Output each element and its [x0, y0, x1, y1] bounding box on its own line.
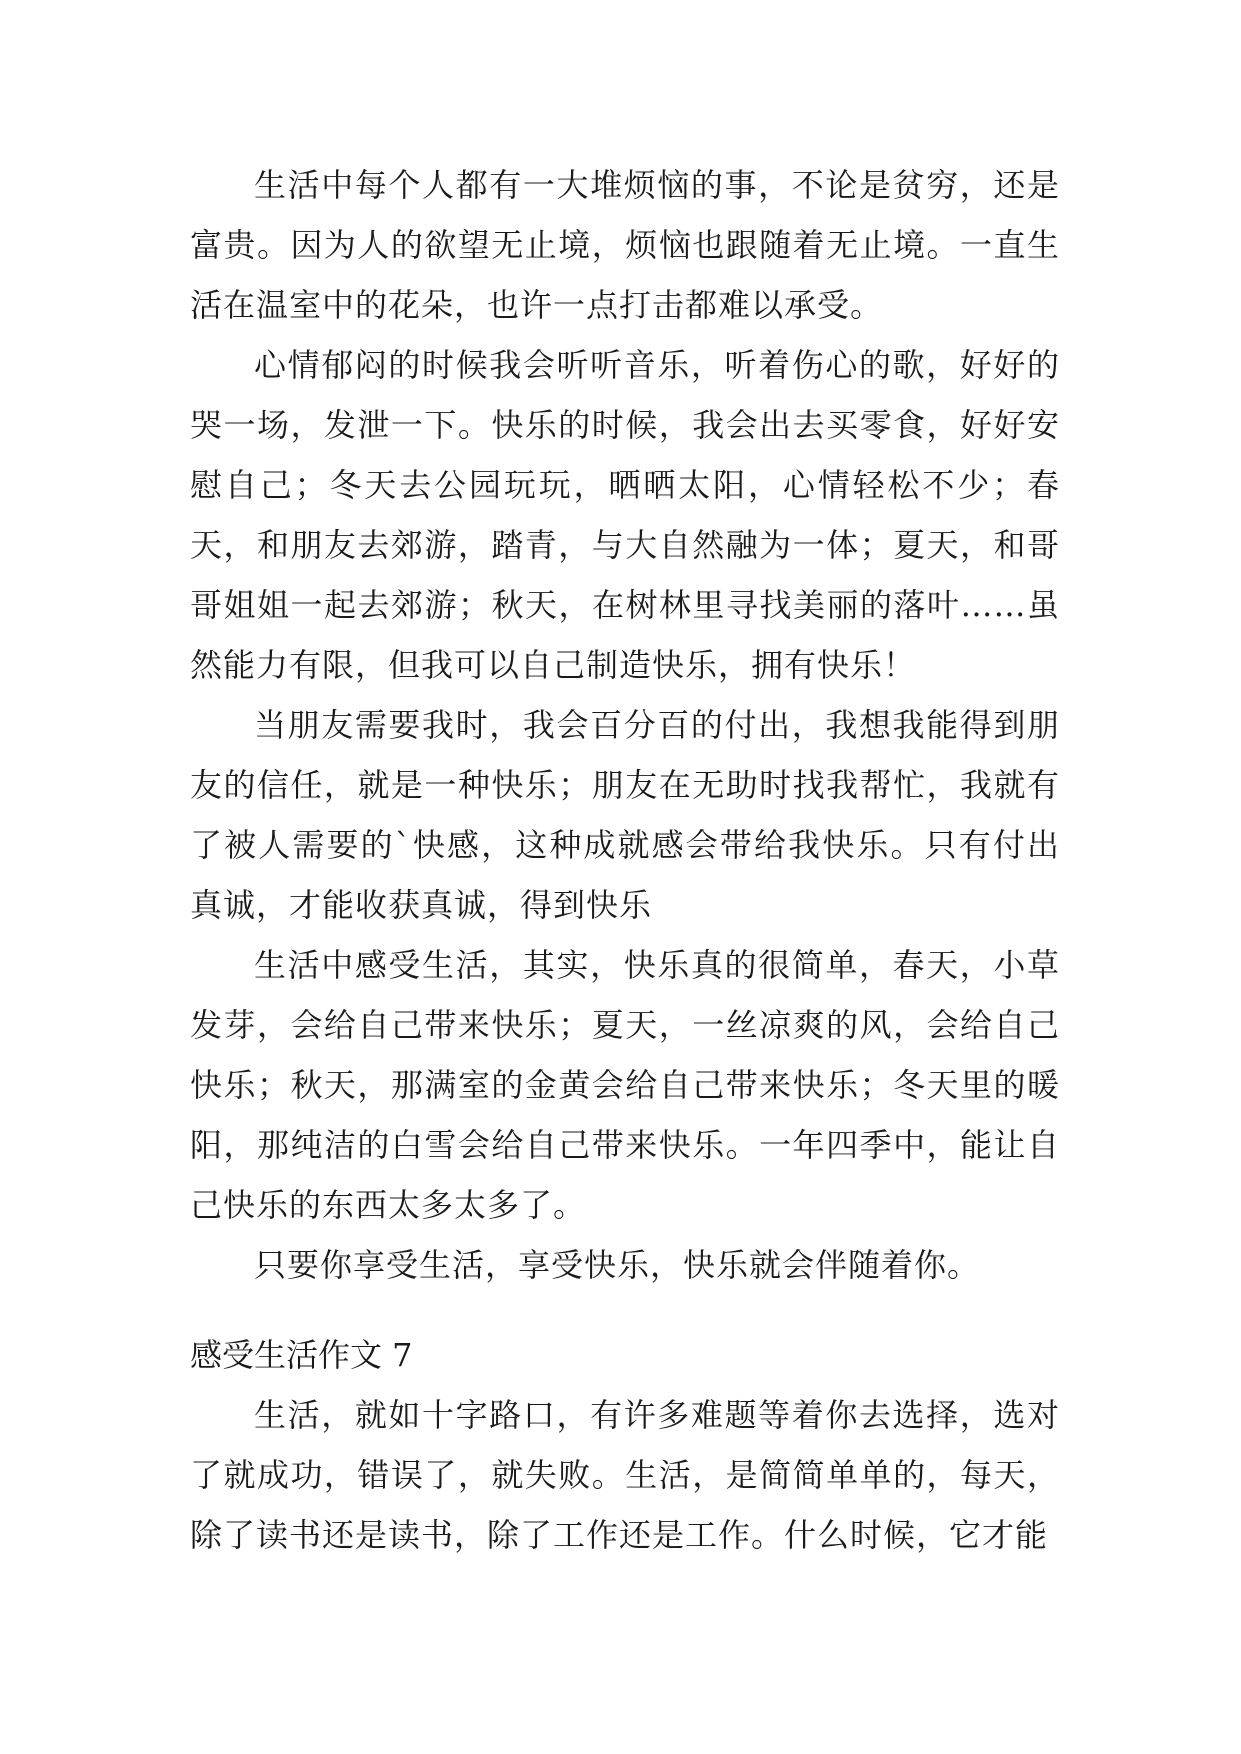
- paragraph-4: 生活中感受生活，其实，快乐真的很简单，春天，小草发芽，会给自己带来快乐；夏天，一丝凉爽的风，会给自己快乐；秋天，那满室的金黄会给自己带来快乐；冬天里的暖阳，那纯洁的白雪会给自己带来快乐。一年四季中，能让自己快乐的东西太多太多了。: [190, 946, 1060, 1224]
- paragraph-1: 生活中每个人都有一大堆烦恼的事，不论是贫穷，还是富贵。因为人的欲望无止境，烦恼也跟随着无止境。一直生活在温室中的花朵，也许一点打击都难以承受。: [190, 166, 1060, 324]
- section-heading: 感受生活作文 7: [190, 1336, 413, 1374]
- paragraph-2: 心情郁闷的时候我会听听音乐，听着伤心的歌，好好的哭一场，发泄一下。快乐的时候，我会出去买零食，好好安慰自己；冬天去公园玩玩，晒晒太阳，心情轻松不少；春天，和朋友去郊游，踏青，与大自然融为一体；夏天，和哥哥姐姐一起去郊游；秋天，在树林里寻找美丽的落叶……虽然能力有限，但我可以自己制造快乐，拥有快乐！: [190, 346, 1060, 684]
- paragraph-5: 只要你享受生活，享受快乐，快乐就会伴随着你。: [254, 1246, 981, 1284]
- paragraph-3: 当朋友需要我时，我会百分百的付出，我想我能得到朋友的信任，就是一种快乐；朋友在无助时找我帮忙，我就有了被人需要的`快感，这种成就感会带给我快乐。只有付出真诚，才能收获真诚，得到快乐: [190, 706, 1060, 924]
- section-paragraph: 生活，就如十字路口，有许多难题等着你去选择，选对了就成功，错误了，就失败。生活，是简简单单的，每天，除了读书还是读书，除了工作还是工作。什么时候，它才能: [190, 1396, 1060, 1554]
